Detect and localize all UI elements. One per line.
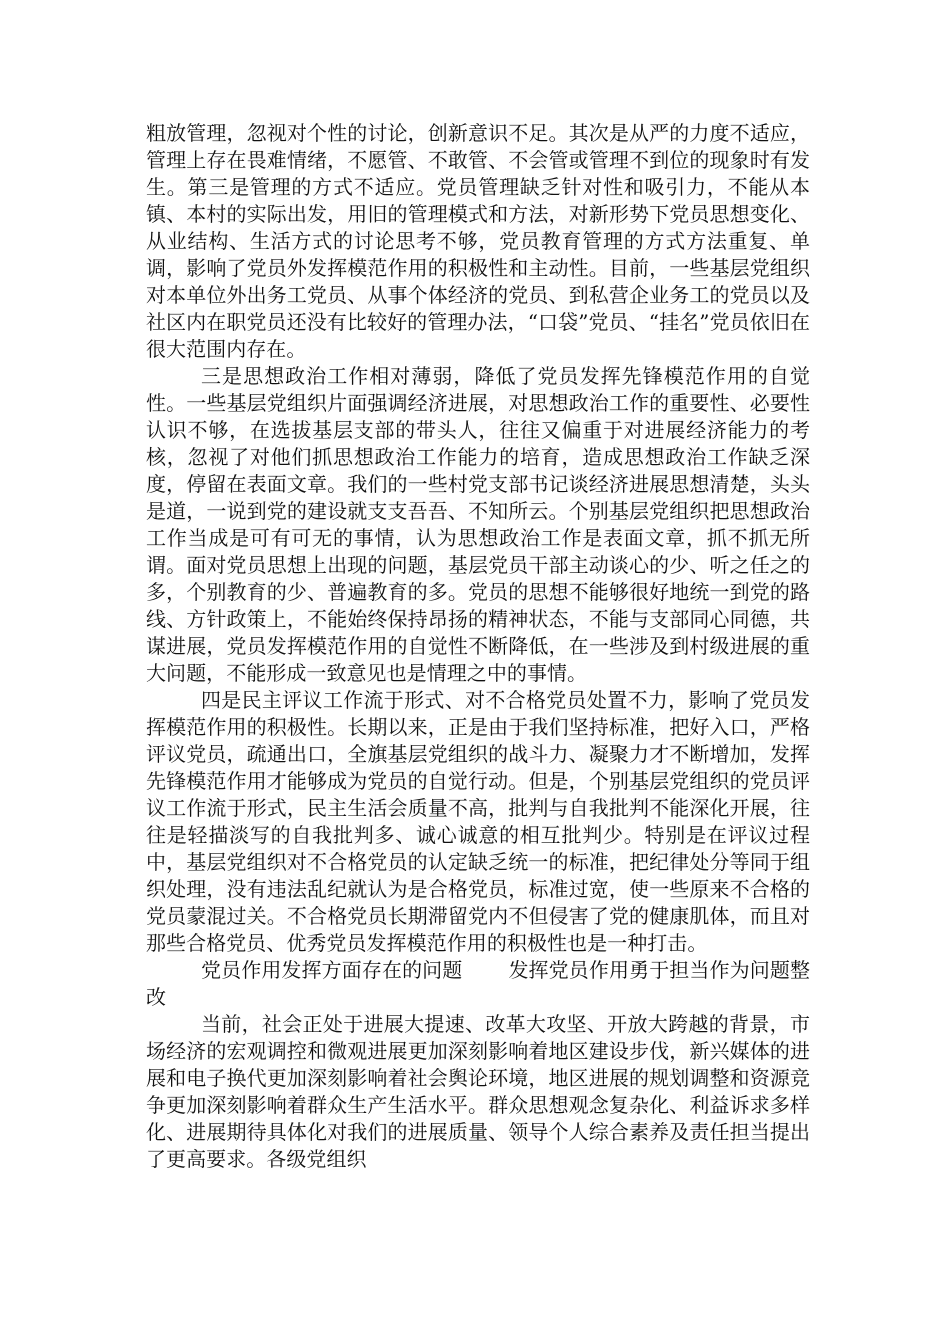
section-heading-part2: 发挥党员作用勇于担当作为问题整改 [146, 958, 810, 1009]
paragraph-current-context: 当前，社会正处于进展大提速、改革大攻坚、开放大跨越的背景，市场经济的宏观调控和微观进展更加深刻影响着地区建设步伐，新兴媒体的进展和电子换代更加深刻影响着社会舆论环境，地区进展的规划调整和资源竞争更加深刻影响着群众生产生活水平。群众思想观念复杂化、利益诉求多样化、进展期待具体化对我们的进展质量、领导个人综合素养及责任担当提出了更高要求。各级党组织 [146, 1012, 810, 1171]
section-heading [146, 957, 810, 1011]
section-heading-part1: 党员作用发挥方面存在的问题 [201, 958, 463, 982]
paragraph-management-issues: 粗放管理，忽视对个性的讨论，创新意识不足。其次是从严的力度不适应，管理上存在畏难情绪，不愿管、不敢管、不会管或管理不到位的现象时有发生。第三是管理的方式不适应。党员管理缺乏针对性和吸引力，不能从本镇、本村的实际出发，用旧的管理模式和方法，对新形势下党员思想变化、从业结构、生活方式的讨论思考不够，党员教育管理的方式方法重复、单调，影响了党员外发挥模范作用的积极性和主动性。目前，一些基层党组织对本单位外出务工党员、从事个体经济的党员、到私营企业务工的党员以及社区内在职党员还没有比较好的管理办法，“口袋”党员、“挂名”党员依旧在很大范围内存在。 [146, 121, 810, 361]
paragraph-democratic-review: 四是民主评议工作流于形式、对不合格党员处置不力，影响了党员发挥模范作用的积极性。长期以来，正是由于我们坚持标准，把好入口，严格评议党员，疏通出口，全旗基层党组织的战斗力、凝聚力才不断增加，发挥先锋模范作用才能够成为党员的自觉行动。但是，个别基层党组织的党员评议工作流于形式，民主生活会质量不高，批判与自我批判不能深化开展，往往是轻描淡写的自我批判多、诚心诚意的相互批判少。特别是在评议过程中，基层党组织对不合格党员的认定缺乏统一的标准，把纪律处分等同于组织处理，没有违法乱纪就认为是合格党员，标准过宽，使一些原来不合格的党员蒙混过关。不合格党员长期滞留党内不但侵害了党的健康肌体，而且对那些合格党员、优秀党员发挥模范作用的积极性也是一种打击。 [146, 688, 810, 955]
paragraph-political-work: 三是思想政治工作相对薄弱，降低了党员发挥先锋模范作用的自觉性。一些基层党组织片面强调经济进展，对思想政治工作的重要性、必要性认识不够，在选拔基层支部的带头人，往往又偏重于对进展经济能力的考核，忽视了对他们抓思想政治工作能力的培育，造成思想政治工作缺乏深度，停留在表面文章。我们的一些村党支部书记谈经济进展思想清楚，头头是道，一说到党的建设就支支吾吾、不知所云。个别基层党组织把思想政治工作当成是可有可无的事情，认为思想政治工作是表面文章，抓不抓无所谓。面对党员思想上出现的问题，基层党员干部主动谈心的少、听之任之的多，个别教育的少、普遍教育的多。党员的思想不能够很好地统一到党的路线、方针政策上，不能始终保持昂扬的精神状态，不能与支部同心同德，共谋进展，党员发挥模范作用的自觉性不断降低，在一些涉及到村级进展的重大问题，不能形成一致意见也是情理之中的事情。 [146, 364, 810, 685]
document-page [146, 120, 810, 1173]
